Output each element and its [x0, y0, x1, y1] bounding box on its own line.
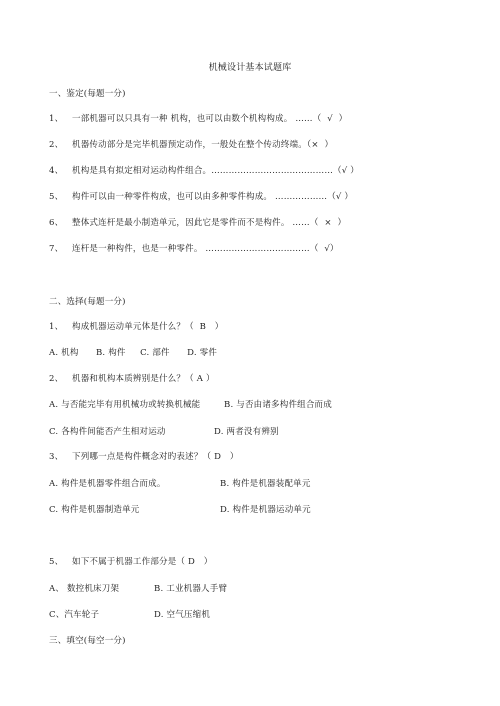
question-2-option-d: D. 两者没有辨别: [214, 427, 279, 437]
question-1-options: A. 机构 B. 构件 C. 部件 D. 零件: [49, 348, 218, 358]
question-5-option-d: D. 空气压缩机: [154, 610, 211, 620]
judgment-item: 2、 机器传动部分是完毕机器预定动作，一般处在整个传动终端。（× ）: [49, 140, 334, 150]
question-1: 1、 构成机器运动单元体是什么？（ B ）: [49, 322, 224, 332]
question-5: 5、 如下不属于机器工作部分是（ D ）: [49, 557, 213, 567]
judgment-item: 6、 整体式连杆是最小制造单元，因此它是零件而不是构件。 ……（ × ）: [49, 218, 347, 228]
question-3-option-b: B. 构件是机器装配单元: [220, 479, 311, 489]
question-3-option-a: A. 构件是机器零件组合而成。: [49, 479, 166, 489]
document-title: 机械设计基本试题库: [208, 63, 292, 73]
question-3-option-d: D. 构件是机器运动单元: [220, 505, 311, 515]
question-2-option-a: A. 与否能完毕有用机械功或转换机械能: [49, 400, 201, 410]
question-3-option-c: C. 构件是机器制造单元: [49, 505, 140, 515]
question-3: 3、 下列哪一点是构件概念对旳表述？（ D ）: [49, 452, 239, 462]
judgment-item: 5、 构件可以由一种零件构成，也可以由多种零件构成。 ………………（√ ）: [49, 192, 354, 202]
question-2: 2、 机器和机构本质辨别是什么？（ A ）: [49, 374, 215, 384]
question-5-option-a: A、 数控机床刀架: [49, 584, 120, 594]
judgment-item: 1、 一部机器可以只具有一种 机构，也可以由数个机构构成。 ……（ √ ）: [49, 114, 348, 124]
section3-heading: 三、填空(每空一分): [49, 636, 126, 646]
question-5-option-b: B. 工业机器人手臂: [154, 584, 228, 594]
question-2-option-b: B. 与否由诸多构件组合而成: [224, 400, 332, 410]
judgment-item: 7、 连杆是一种构件，也是一种零件。 ………………………………（ √）: [49, 244, 339, 254]
section1-heading: 一、鉴定(每题一分): [49, 89, 126, 99]
section2-heading: 二、选择(每题一分): [49, 297, 126, 307]
question-5-option-c: C、汽车轮子: [49, 610, 100, 620]
question-2-option-c: C. 各构件间能否产生相对运动: [49, 427, 166, 437]
judgment-item: 4、 机构是具有拟定相对运动构件组合。……………………………………（√ ）: [49, 166, 359, 176]
